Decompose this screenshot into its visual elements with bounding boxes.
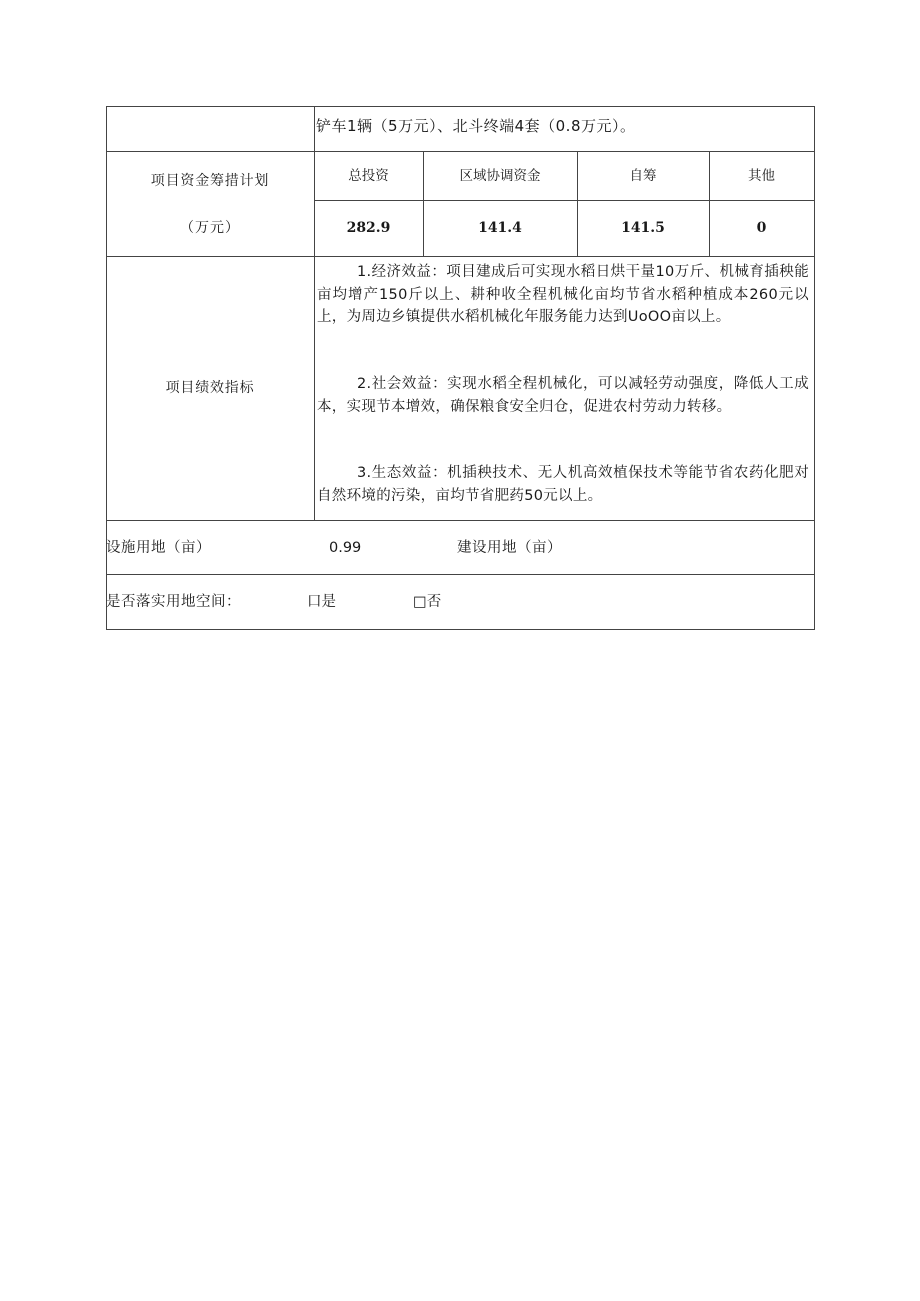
row-divider xyxy=(106,574,814,575)
header-total-investment: 总投资 xyxy=(348,168,389,184)
row-divider xyxy=(314,200,814,201)
land-space-label: 是否落实用地空间： xyxy=(106,594,241,610)
value-total-investment: 282.9 xyxy=(346,220,391,236)
performance-item-ecological xyxy=(317,462,809,507)
header-other: 其他 xyxy=(748,168,775,184)
performance-item-social xyxy=(317,373,809,418)
row-divider xyxy=(106,151,814,152)
performance-item-economic xyxy=(317,261,809,329)
project-table xyxy=(106,106,814,629)
funding-unit: （万元） xyxy=(180,220,240,236)
row-divider xyxy=(106,520,814,521)
facility-land-value: 0.99 xyxy=(329,540,362,556)
construction-land-label: 建设用地（亩） xyxy=(457,540,562,556)
land-space-no-option[interactable]: □否 xyxy=(413,594,442,610)
value-regional-funds: 141.4 xyxy=(478,220,522,236)
funding-label: 项目资金筹措计划 xyxy=(150,173,270,189)
header-self-raised: 自筹 xyxy=(629,168,657,184)
land-space-yes-option[interactable]: 口是 xyxy=(307,594,336,610)
facility-land-label: 设施用地（亩） xyxy=(106,540,211,556)
header-regional-funds: 区域协调资金 xyxy=(459,168,541,184)
performance-item-text: 1.经济效益：项目建成后可实现水稻日烘干量10万斤、机械育插秧能亩均增产150斤以上、耕种收全程机械化亩均节省水稻种植成本260元以上，为周边乡镇提供水稻机械化年服务能力达到UoOO亩以上。 xyxy=(317,264,809,325)
row-divider xyxy=(106,256,814,257)
value-self-raised: 141.5 xyxy=(621,220,665,236)
value-other: 0 xyxy=(756,220,767,236)
performance-label: 项目绩效指标 xyxy=(165,380,255,396)
performance-item-text: 3.生态效益：机插秧技术、无人机高效植保技术等能节省农药化肥对自然环境的污染，亩均节省肥药50元以上。 xyxy=(317,465,809,504)
performance-item-text: 2.社会效益：实现水稻全程机械化，可以减轻劳动强度，降低人工成本，实现节本增效，确保粮食安全归仓，促进农村劳动力转移。 xyxy=(317,376,809,415)
equipment-text: 铲车1辆（5万元）、北斗终端4套（0.8万元）。 xyxy=(316,117,636,135)
